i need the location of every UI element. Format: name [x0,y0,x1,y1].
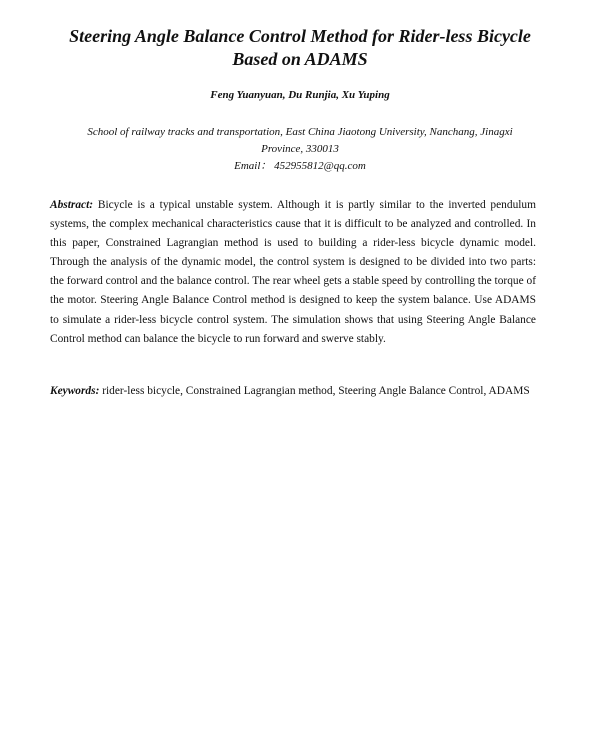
author-list: Feng Yuanyuan, Du Runjia, Xu Yuping [210,89,390,101]
affiliation-line-1: School of railway tracks and transportation, East China Jiaotong University, Nanchang, Jinagxi [87,126,513,138]
keywords-text: rider-less bicycle, Constrained Lagrangian method, Steering Angle Balance Control, ADAMS [102,385,530,397]
paper-title-line-1: Steering Angle Balance Control Method for Rider-less Bicycle [69,26,531,46]
affiliation-line-2: Province, 330013 [261,143,339,155]
abstract-paragraph [50,196,536,349]
paper-title [40,25,560,71]
abstract-label: Abstract: [50,199,94,211]
affiliation-block [40,124,560,175]
abstract-text: Bicycle is a typical unstable system. Although it is partly similar to the inverted pendulum systems, the complex mechanical characteristics cause that it is difficult to be analyzed and controlled. In this paper, Constrained Lagrangian method is used to building a rider-less bicycle dynamic model. Through the analysis of the dynamic model, the control system is designed to be divided into two parts: the forward control and the balance control. The rear wheel gets a stable speed by controlling the torque of the motor. Steering Angle Balance Control method is designed to keep the system balance. Use ADAMS to simulate a rider-less bicycle control system. The simulation shows that using Steering Angle Balance Control method can balance the bicycle to run forward and swerve stably. [50,199,536,345]
keywords-label: Keywords: [50,385,100,397]
keywords-paragraph [50,382,536,401]
email-line: Email： 452955812@qq.com [234,160,366,172]
paper-title-line-2: Based on ADAMS [232,49,368,69]
